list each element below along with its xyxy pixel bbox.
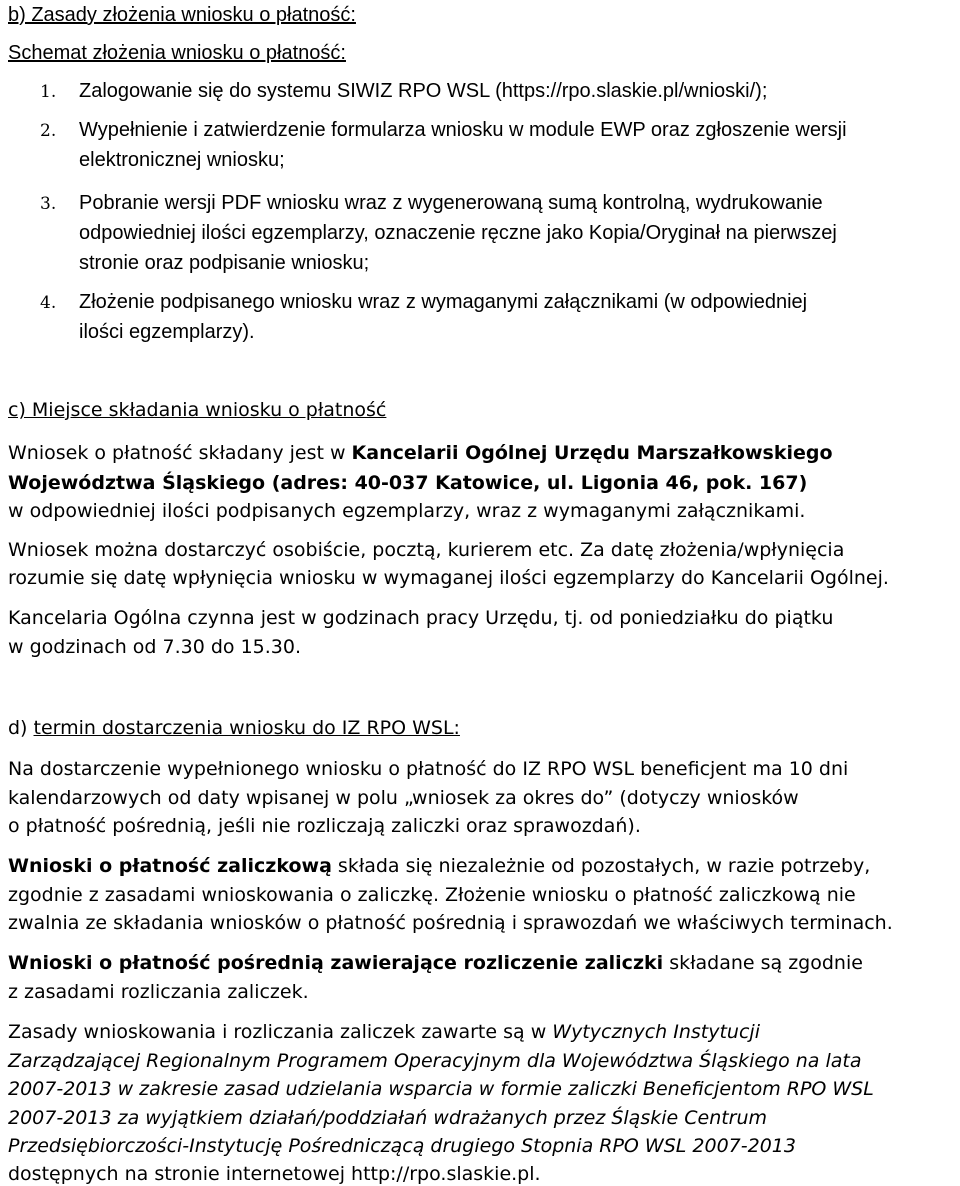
section-d-p4-line-4: 2007-2013 za wyjątkiem działań/poddziałań wdrażanych przez Śląskie Centrum (8, 1107, 768, 1129)
step-2-number: 2. (40, 121, 57, 141)
step-4-text-line-2: ilości egzemplarzy). (79, 321, 255, 343)
step-1-number: 1. (40, 82, 57, 102)
section-d-p4-line-2: Zarządzającej Regionalnym Programem Operacyjnym dla Województwa Śląskiego na lata (8, 1050, 862, 1072)
step-4-text-line-1: Złożenie podpisanego wniosku wraz z wymaganymi załącznikami (w odpowiedniej (79, 291, 808, 313)
section-c-p1-line-1 (8, 441, 953, 465)
section-c-p1-line-2: Województwa Śląskiego (adres: 40-037 Katowice, ul. Ligonia 46, pok. 167) (8, 472, 808, 494)
step-3-text-line-2: odpowiedniej ilości egzemplarzy, oznaczenie ręczne jako Kopia/Oryginał na pierwszej (79, 222, 837, 244)
section-d-p3-text: składane są zgodnie (663, 952, 863, 974)
step-1-text: Zalogowanie się do systemu SIWIZ RPO WSL (https://rpo.slaskie.pl/wnioski/); (79, 80, 768, 102)
step-3-text-line-3: stronie oraz podpisanie wniosku; (79, 252, 370, 274)
section-d-p1-line-3: o płatność pośrednią, jeśli nie rozliczają zaliczki oraz sprawozdań). (8, 815, 641, 837)
section-d-p3-line-1 (8, 951, 863, 975)
section-d-p4-line-6: dostępnych na stronie internetowej http://rpo.slaskie.pl. (8, 1163, 541, 1185)
step-2-text-line-1: Wypełnienie i zatwierdzenie formularza wniosku w module EWP oraz zgłoszenie wersji (79, 119, 847, 141)
section-d-p1-line-2: kalendarzowych od daty wpisanej w polu „wniosek za okres do” (dotyczy wniosków (8, 787, 799, 809)
section-d-heading-prefix: d) (8, 717, 34, 739)
section-d-p2-text: składa się niezależnie od pozostałych, w razie potrzeby, (331, 855, 871, 877)
section-d-p1-line-1: Na dostarczenie wypełnionego wniosku o płatność do IZ RPO WSL beneficjent ma 10 dni (8, 758, 849, 780)
section-c-p2-line-2: rozumie się datę wpłynięcia wniosku w wymaganej ilości egzemplarzy do Kancelarii Ogólnej. (8, 567, 889, 589)
section-d-p4-line-1 (8, 1020, 760, 1044)
step-3-number: 3. (40, 194, 57, 214)
section-d-heading-link: termin dostarczenia wniosku do IZ RPO WSL: (33, 717, 460, 739)
section-d-p4-text: Zasady wnioskowania i rozliczania zaliczek zawarte są w (8, 1021, 553, 1043)
section-d-p3-bold: Wnioski o płatność pośrednią zawierające rozliczenie zaliczki (8, 952, 664, 974)
section-c-heading: c) Miejsce składania wniosku o płatność (8, 399, 387, 421)
section-b-heading: b) Zasady złożenia wniosku o płatność: (8, 4, 356, 26)
section-c-p3-line-1: Kancelaria Ogólna czynna jest w godzinach pracy Urzędu, tj. od poniedziałku do piątku (8, 607, 834, 629)
section-d-p2-line-2: zgodnie z zasadami wnioskowania o zaliczkę. Złożenie wniosku o płatność zaliczkową nie (8, 884, 856, 906)
section-d-heading (8, 716, 460, 740)
section-c-p2-line-1: Wniosek można dostarczyć osobiście, pocztą, kurierem etc. Za datę złożenia/wpłynięcia (8, 539, 845, 561)
section-d-p3-line-2: z zasadami rozliczania zaliczek. (8, 981, 309, 1003)
section-c-p1-text: Wniosek o płatność składany jest w (8, 442, 352, 464)
scheme-title: Schemat złożenia wniosku o płatność: (8, 42, 346, 64)
section-c-p1-bold: Kancelarii Ogólnej Urzędu Marszałkowskiego (351, 442, 833, 464)
section-c-p1-line-3: w odpowiedniej ilości podpisanych egzemplarzy, wraz z wymaganymi załącznikami. (8, 500, 806, 522)
section-d-p4-line-3: 2007-2013 w zakresie zasad udzielania wsparcia w formie zaliczki Beneficjentom RPO WSL (8, 1078, 874, 1100)
step-2-text-line-2: elektronicznej wniosku; (79, 149, 285, 171)
step-3-text-line-1: Pobranie wersji PDF wniosku wraz z wygenerowaną sumą kontrolną, wydrukowanie (79, 192, 823, 214)
section-d-p2-line-3: zwalnia ze składania wniosków o płatność pośrednią i sprawozdań we właściwych terminach. (8, 912, 893, 934)
section-d-p2-line-1 (8, 854, 870, 878)
section-d-p2-bold: Wnioski o płatność zaliczkową (8, 855, 332, 877)
section-d-p4-italic: Wytycznych Instytucji (552, 1021, 760, 1043)
step-4-number: 4. (40, 293, 57, 313)
section-d-p4-line-5: Przedsiębiorczości-Instytucję Pośredniczącą drugiego Stopnia RPO WSL 2007-2013 (8, 1135, 796, 1157)
section-c-p3-line-2: w godzinach od 7.30 do 15.30. (8, 636, 302, 658)
